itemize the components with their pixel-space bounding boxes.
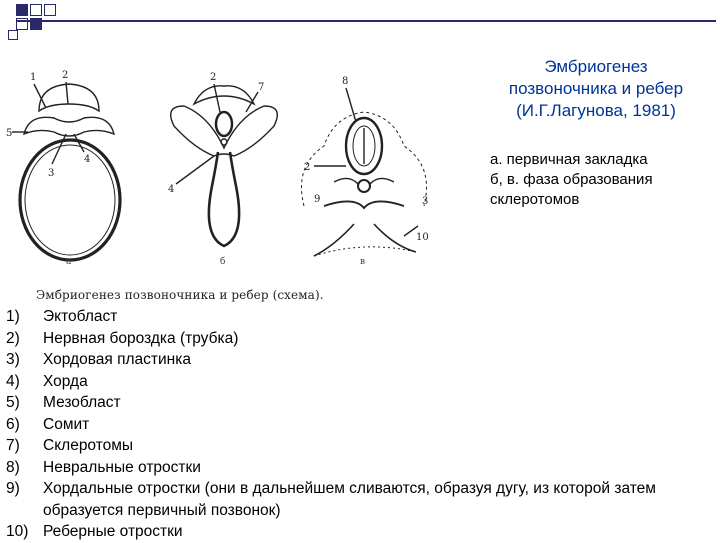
list-number: 4) [6,372,20,390]
list-text: Хордовая пластинка [43,351,191,368]
list-text: Хорда [43,372,88,390]
number-label: 9 [314,194,321,205]
ectoderm-shape [39,84,99,111]
number-label: 4 [168,184,175,195]
panel-b [168,72,277,267]
list-number: 9) [6,480,20,497]
list-number: 8) [6,458,20,476]
title-line: Эмбриогенез [544,57,648,76]
number-label: 2 [210,72,217,83]
leader-line [176,156,214,184]
outline-dashed [314,247,416,256]
panel-label: в [360,257,366,267]
number-label: 1 [30,72,37,83]
yolk-sac [20,140,120,260]
title-line: (И.Г.Лагунова, 1981) [516,101,676,120]
list-text: Невральные отростки [43,458,201,476]
list-item [6,414,706,436]
leader-line [66,82,68,104]
number-label: 3 [48,168,55,179]
caption-line: б, в. фаза образования [490,171,653,188]
panel-c [302,76,429,267]
list-number: 3) [6,351,20,368]
list-text: Нервная бороздка (трубка) [43,329,239,347]
list-text: Реберные отростки [43,523,183,540]
somite-shape [194,86,254,104]
embryo-diagram [4,56,434,308]
corner-square [30,4,42,16]
panel-caption [490,150,714,210]
corner-square [44,4,56,16]
figure-caption: Эмбриогенез позвоночника и ребер (схема). [36,288,324,302]
leader-line [346,88,356,122]
caption-line: а. первичная закладка [490,151,648,168]
list-number: 6) [6,415,20,433]
list-number: 7) [6,437,20,454]
mesoderm-fold [24,117,114,136]
list-number: 10) [6,523,29,540]
slide-title [478,56,714,122]
corner-square [16,4,28,16]
yolk-sac-inner [25,145,115,255]
list-text: Эктобласт [43,308,118,325]
list-text: Сомит [43,415,90,433]
list-number: 1) [6,308,20,325]
list-item [6,392,706,414]
caption-line: склеротомов [490,191,580,208]
number-label: 2 [304,162,311,173]
leader-line [214,84,220,112]
number-label: 7 [258,82,265,93]
panel-a [6,70,120,267]
list-item [6,328,706,350]
notochord [358,180,370,192]
list-item [6,478,706,521]
gut-tube [209,152,239,246]
corner-square [8,30,18,40]
number-label: 5 [6,128,13,139]
number-label: 8 [342,76,349,87]
number-label: 10 [416,232,429,243]
legend-list [6,306,706,543]
list-item [6,306,706,328]
list-item [6,435,706,457]
number-label: 4 [84,154,91,165]
panel-label: а [66,257,72,267]
list-number: 2) [6,329,20,347]
number-label: 2 [62,70,69,81]
notochord [221,139,227,145]
leader-line [52,134,66,164]
neural-tube [216,112,232,136]
list-item [6,371,706,393]
list-item [6,521,706,543]
list-number: 5) [6,394,20,411]
header-rule [16,20,716,22]
mesoderm-wings [171,106,278,156]
list-text: Склеротомы [43,437,134,454]
sclerotome [324,201,404,208]
list-text: Мезобласт [43,394,121,411]
list-item [6,457,706,479]
number-label: 3 [422,196,429,207]
rib-process [314,224,416,256]
list-text: Хордальные отростки (они в дальнейшем сливаются, образуя дугу, из которой затем образуется первичный позвонок) [43,480,656,519]
title-line: позвоночника и ребер [508,79,684,98]
panel-label: б [220,257,226,267]
list-item [6,349,706,371]
